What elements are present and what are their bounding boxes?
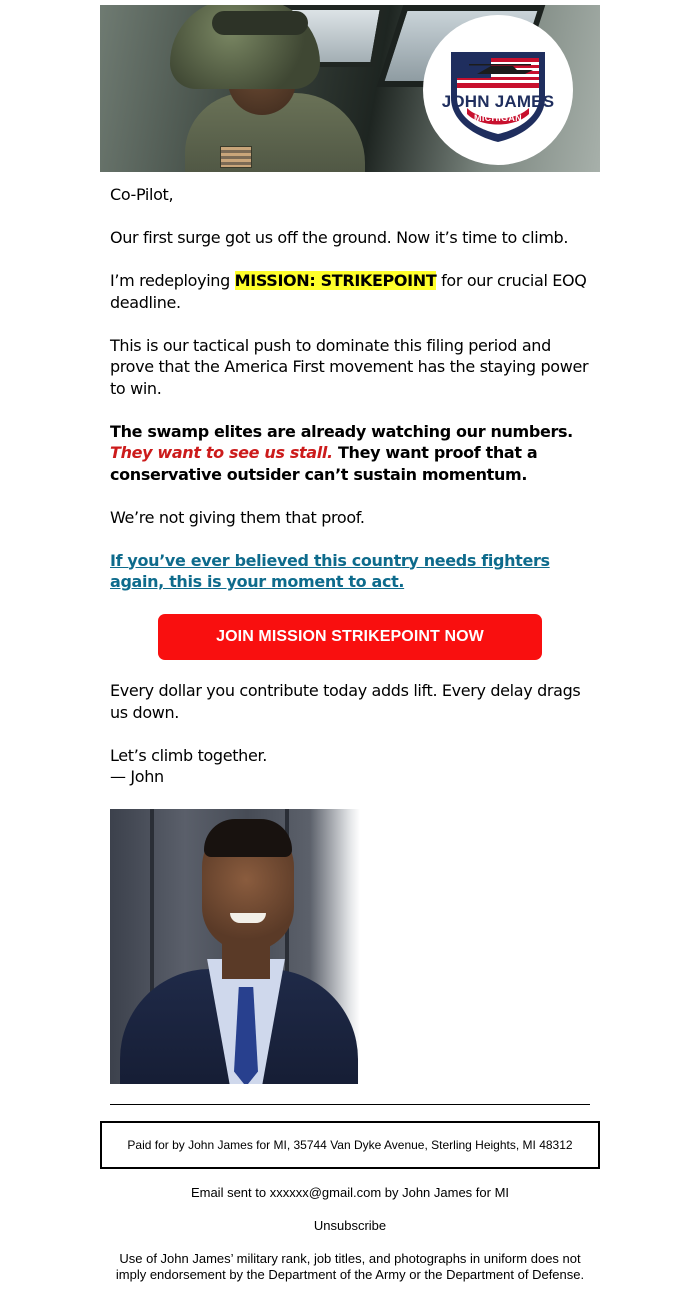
paragraph-6: Every dollar you contribute today adds lift. Every delay drags us down. bbox=[110, 681, 581, 722]
paragraph-2 bbox=[110, 270, 590, 313]
paragraph-5: We’re not giving them that proof. bbox=[110, 507, 365, 527]
logo-state-text: MICHIGAN bbox=[474, 113, 522, 123]
paid-for-text: Paid for by John James for MI, 35744 Van Dyke Avenue, Sterling Heights, MI 48312 bbox=[127, 1137, 573, 1152]
link-paragraph bbox=[110, 550, 590, 593]
header-banner-image bbox=[100, 5, 600, 172]
flag-patch-icon bbox=[220, 146, 252, 168]
paragraph-4-bold-start: The swamp elites are already watching our numbers. bbox=[110, 421, 573, 441]
join-mission-button[interactable]: JOIN MISSION STRIKEPOINT NOW bbox=[158, 614, 542, 660]
email-container bbox=[100, 5, 600, 1283]
portrait-smile bbox=[230, 913, 266, 923]
paragraph-2-start: I’m redeploying bbox=[110, 271, 235, 290]
paragraph-4-red-italic: They want to see us stall. bbox=[110, 443, 333, 462]
email-sent-notice: Email sent to xxxxxx@gmail.com by John James for MI bbox=[190, 1184, 510, 1200]
paragraph-4-bold-end: They want proof that a conservative outsider can’t sustain momentum. bbox=[110, 443, 538, 484]
greeting: Co-Pilot, bbox=[110, 185, 174, 204]
email-body bbox=[100, 184, 600, 788]
donate-text-link[interactable]: If you’ve ever believed this country needs fighters again, this is your moment to act. bbox=[110, 550, 550, 591]
paragraph-4 bbox=[110, 421, 590, 486]
candidate-portrait-photo bbox=[110, 809, 360, 1084]
paragraph-2-end: for our crucial EOQ deadline. bbox=[110, 271, 587, 312]
closing-line: Let’s climb together. bbox=[110, 745, 267, 765]
paid-for-disclaimer-box bbox=[100, 1121, 600, 1169]
portrait-hair bbox=[204, 819, 292, 857]
cta-row bbox=[110, 614, 590, 660]
footer bbox=[100, 1185, 600, 1283]
paragraph-1: Our first surge got us off the ground. Now it’s time to climb. bbox=[110, 228, 569, 247]
signature: — John bbox=[110, 767, 164, 786]
signoff bbox=[110, 745, 590, 788]
paragraph-3: This is our tactical push to dominate this filing period and prove that the America First movement has the staying power to win. bbox=[110, 335, 589, 398]
military-disclaimer: Use of John James’ military rank, job titles, and photographs in uniform does not imply endorsement by the Department of the Army or the Department of Defense. bbox=[115, 1250, 585, 1282]
logo-name-text: JOHN JAMES bbox=[441, 92, 555, 111]
helmet-visor bbox=[212, 11, 308, 35]
unsubscribe-link[interactable]: Unsubscribe bbox=[313, 1217, 387, 1233]
footer-divider bbox=[110, 1104, 590, 1105]
mission-highlight: MISSION: STRIKEPOINT bbox=[234, 271, 437, 290]
